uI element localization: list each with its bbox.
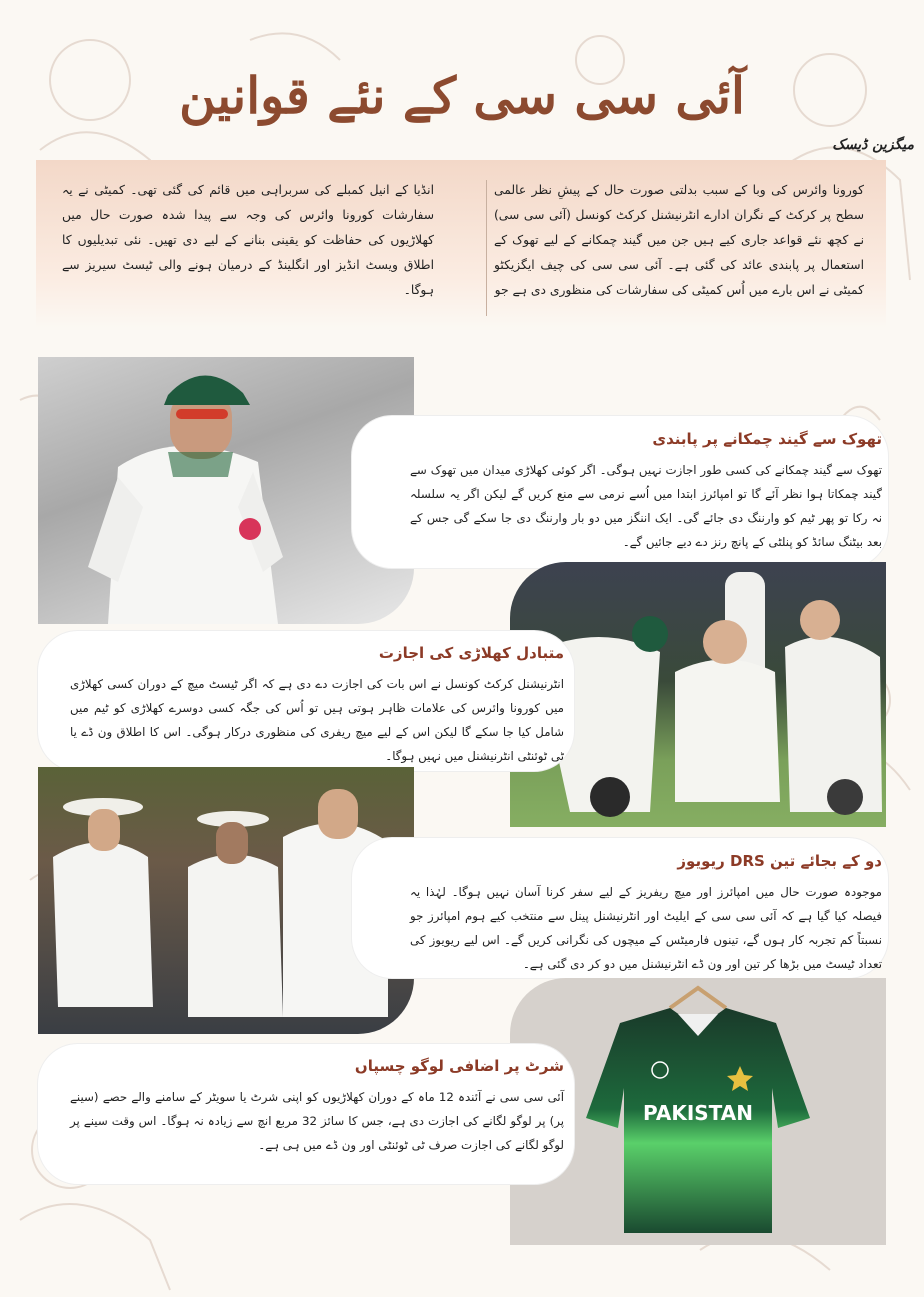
jersey-text: PAKISTAN — [643, 1101, 753, 1125]
section-heading-ball-ban: تھوک سے گیند چمکانے پر پابندی — [652, 430, 882, 448]
section-body-shirt-logo: آئی سی سی نے آئندہ 12 ماہ کے دوران کھلاڑیوں کو اپنی شرٹ یا سویٹر کے سامنے والے حصے (سینے پر) پر لوگو لگانے کی اجازت دی ہے، جس کا سائز 32 مربع انچ سے زیادہ نہ ہوگا۔ اس وقت سینے پر لوگو لگانے کی اجازت صرف ٹی ٹوئنٹی اور ون ڈے میں ہی ہے۔ — [70, 1090, 564, 1152]
section-body-substitute: انٹرنیشنل کرکٹ کونسل نے اس بات کی اجازت دے دی ہے کہ اگر ٹیسٹ میچ کے دوران کسی کھلاڑی میں کورونا وائرس کی علامات ظاہر ہوتی ہیں تو اُس کی جگہ کسی دوسرے کھلاڑی کو ٹیم میں شامل کیا جا سکے گا لیکن اس کے لیے میچ ریفری کی منظوری درکار ہوگی۔ اس کا اطلاق ون ڈے یا ٹی ٹوئنٹی انٹرنیشنل میں نہیں ہوگا۔ — [70, 677, 564, 763]
intro-text-left: انڈیا کے انیل کمبلے کی سربراہی میں قائم کی گئی تھی۔ کمیٹی نے یہ سفارشات کورونا وائرس کی وجہ سے پیدا شدہ صورت حال میں کھلاڑیوں کی حفاظت کو یقینی بنانے کے لیے دی تھیں۔ نئی تبدیلیوں کا اطلاق ویسٹ انڈیز اور انگلینڈ کے درمیان ہونے والی ٹیسٹ سیریز سے ہوگا۔ — [62, 183, 434, 297]
section-heading-shirt-logo: شرٹ پر اضافی لوگو چسپاں — [354, 1057, 564, 1075]
section-heading-drs: دو کے بجائے تین DRS ریویوز — [677, 852, 882, 870]
section-body-ball-ban: تھوک سے گیند چمکانے کی کسی طور اجازت نہیں ہوگی۔ اگر کوئی کھلاڑی میدان میں تھوک سے گیند چمکاتا ہوا نظر آئے گا تو امپائرز ابتدا میں اُسے نرمی سے منع کریں گے لیکن اگر یہ سلسلہ نہ رکا تو پھر ٹیم کو وارننگ دی جائے گی۔ ایک اننگز میں دو بار وارننگ دی جا سکے گی جس کے بعد بیٹنگ سائڈ کو پنلٹی کے پانچ رنز دے دیے جائیں گے۔ — [410, 463, 882, 549]
intro-text-right: کورونا وائرس کی وبا کے سبب بدلتی صورت حال کے پیشِ نظر عالمی سطح پر کرکٹ کے نگران ادارے انٹرنیشنل کرکٹ کونسل (آئی سی سی) نے کچھ نئے قواعد جاری کیے ہیں جن میں گیند چمکانے کے لیے تھوک کے استعمال پر پابندی عائد کی گئی ہے۔ آئی سی سی کی چیف ایگزیکٹو کمیٹی نے اس بارے میں اُس کمیٹی کی سفارشات کی منظوری دی ہے جو — [494, 183, 864, 297]
byline: میگزین ڈیسک — [832, 137, 914, 153]
section-body-drs: موجودہ صورت حال میں امپائرز اور میچ ریفریز کے لیے سفر کرنا آسان نہیں ہوگا۔ لہٰذا یہ فیصلہ کیا گیا ہے کہ آئی سی سی کے ایلیٹ اور انٹرنیشنل پینل سے منتخب کیے ہوم امپائرز جو نسبتاً کم تجربہ کار ہوں گے، تینوں فارمیٹس کے میچوں کی نگرانی کریں گے۔ اس لیے ریویوز کی تعداد ٹیسٹ میں بڑھا کر تین اور ون ڈے انٹرنیشنل میں دو کر دی گئی ہے۔ — [410, 885, 882, 971]
section-heading-substitute: متبادل کھلاڑی کی اجازت — [378, 644, 564, 662]
intro-divider — [486, 180, 487, 316]
intro-panel — [36, 160, 886, 328]
page-title: آئی سی سی کے نئے قوانین — [179, 66, 745, 125]
